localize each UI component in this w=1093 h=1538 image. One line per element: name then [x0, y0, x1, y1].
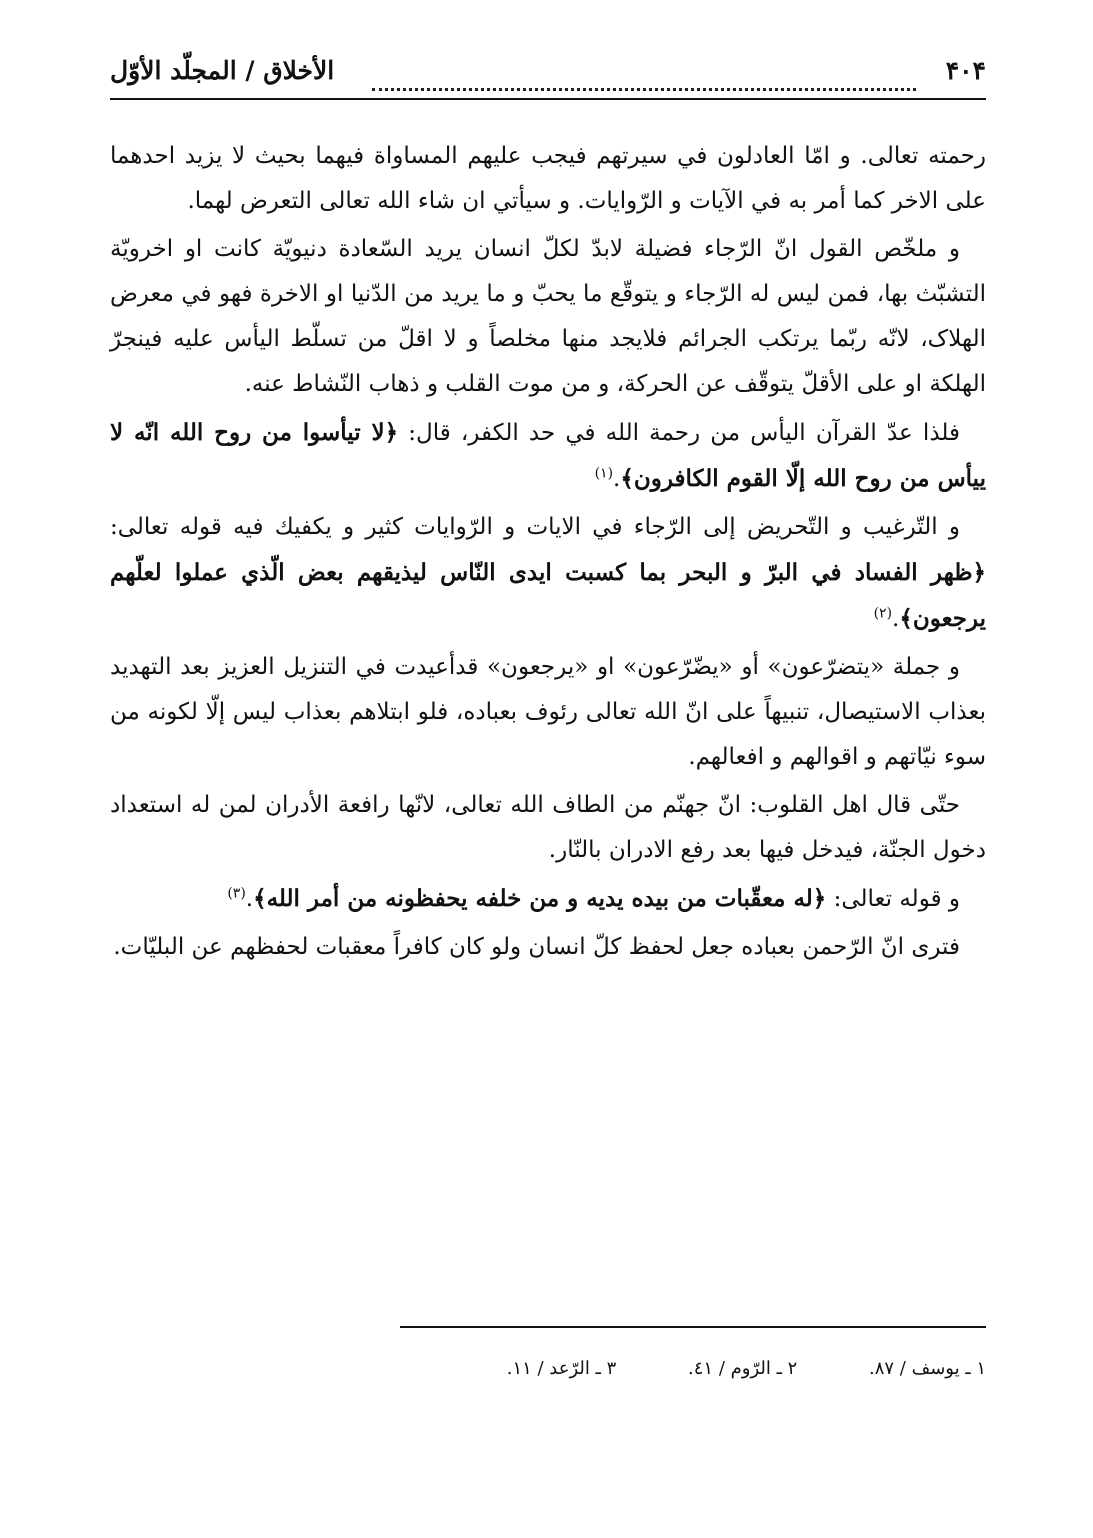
paragraph-7 [110, 876, 986, 922]
quote-1-end: . [613, 466, 621, 492]
running-header [110, 50, 986, 100]
paragraph-1: رحمته تعالى. و امّا العادلون في سيرتهم فيجب عليهم المساواة فيهما بحيث لا يزيد احدهما على الاخر كما أمر به في الآيات و الرّوايات. و سيأتي ان شاء الله تعالى التعرض لهما. [110, 143, 986, 214]
paragraph-2: و ملخّص القول انّ الرّجاء فضيلة لابدّ لكلّ انسان يريد السّعادة دنيويّة كانت او اخرويّة التشبّث بها، فمن ليس له الرّجاء و يتوقّع ما يحبّ و ما يريد من الدّنيا او الاخرة فهو في معرض الهلاک، لانّه ربّما يرتكب الجرائم فلايجد منها مخلصاً و لا اقلّ من تسلّط اليأس عليه فينجرّ الهلكة او على الأقلّ يتوقّف عن الحركة، و من موت القلب و ذهاب النّشاط عنه. [110, 236, 986, 397]
paragraph-6: حتّى قال اهل القلوب: انّ جهنّم من الطاف الله تعالى، لانّها رافعة الأدران لمن له استعداد دخول الجنّة، فيدخل فيها بعد رفع الادران بالنّار. [110, 792, 986, 863]
footnote-3: ٣ ـ الرّعد / ١١. [506, 1358, 617, 1379]
paragraph-4-text: و التّرغيب و التّحريض إلى الرّجاء في الايات و الرّوايات كثير و يكفيك فيه قوله تعالى: [110, 514, 960, 540]
paragraph-3-text: فلذا عدّ القرآن اليأس من رحمة الله في حد الكفر، قال: [408, 420, 961, 446]
paragraph-5: و جملة «يتضرّعون» أو «يضّرّعون» او «يرجعون» قدأعيدت في التنزيل العزيز بعد التهديد بعذاب الاستيصال، تنبيهاً على انّ الله تعالى رئوف بعباده، فلو ابتلاهم بعذاب ليس إلّا لكونه من سوء نيّاتهم و اقوالهم و افعالهم. [110, 654, 986, 770]
quran-quote-2: ﴿ظهر الفساد في البرّ و البحر بما كسبت ايدى النّاس ليذيقهم بعض الّذي عملوا لعلّهم يرجعون﴾ [110, 559, 986, 632]
paragraph-3 [110, 410, 986, 502]
footnote-1: ١ ـ يوسف / ٨٧. [869, 1358, 986, 1379]
body-text [110, 134, 986, 973]
header-dot-leader [372, 50, 916, 91]
quran-quote-3: ﴿له معقّبات من بيده يديه و من خلفه يحفظونه من أمر الله﴾ [253, 885, 827, 912]
footnote-ref-2: (٢) [873, 605, 893, 622]
quote-2-end: . [892, 606, 900, 632]
footnotes [441, 1358, 986, 1379]
quran-quote-1: ﴿لا تيأسوا من روح الله انّه لا ييأس من روح الله إلّا القوم الكافرون﴾ [110, 419, 986, 492]
footnote-rule [400, 1326, 986, 1328]
paragraph-7-text: و قوله تعالى: [833, 886, 960, 912]
paragraph-4 [110, 505, 986, 642]
page-number: ۴۰۴ [945, 56, 986, 85]
header-rule [110, 98, 986, 100]
header-title: الأخلاق / المجلّد الأوّل [110, 56, 335, 85]
paragraph-8: فترى انّ الرّحمن بعباده جعل لحفظ كلّ انسان ولو كان كافراً معقبات لحفظهم عن البليّات. [113, 934, 960, 960]
footnote-ref-1: (١) [594, 465, 614, 482]
footnote-2: ٢ ـ الرّوم / ٤١. [688, 1358, 798, 1379]
quote-3-end: . [245, 886, 254, 912]
footnote-ref-3: (٣) [227, 885, 246, 902]
